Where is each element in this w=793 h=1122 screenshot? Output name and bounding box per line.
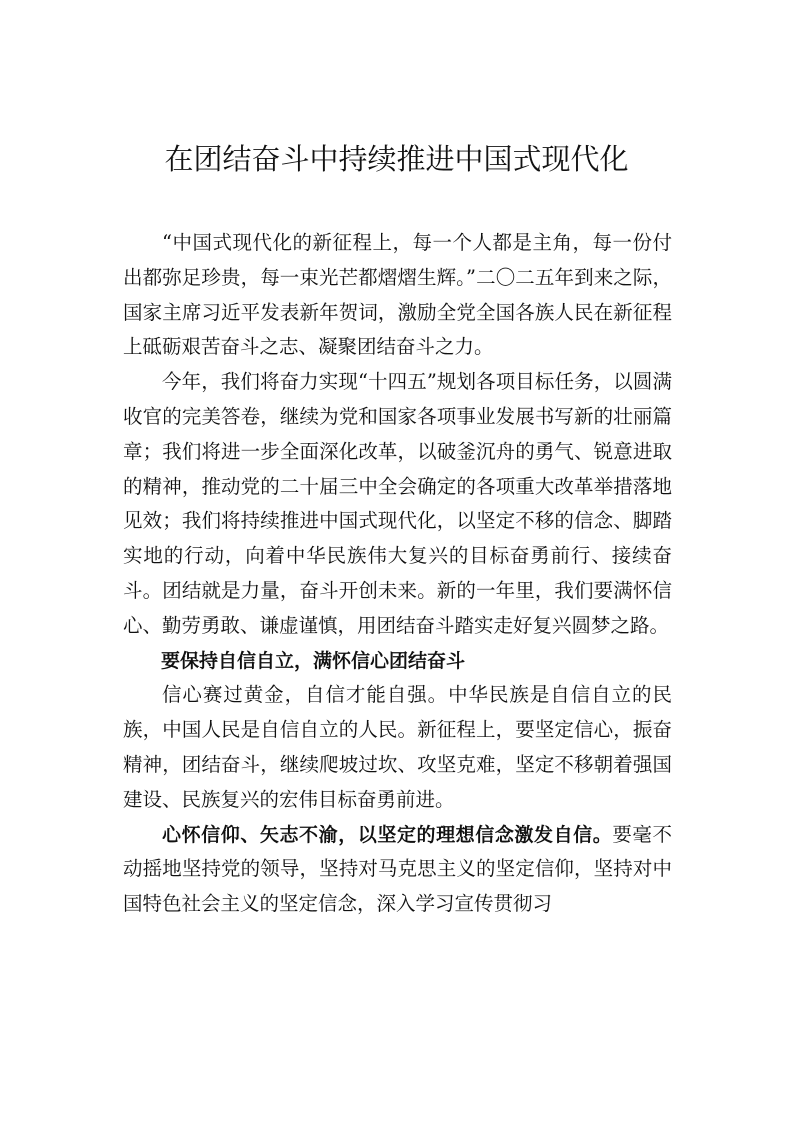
document-body — [123, 226, 672, 922]
paragraph-belief-text: 要毫不动摇地坚持党的领导，坚持对马克思主义的坚定信仰，坚持对中国特色社会主义的坚定信念，深入学习宣传贯彻习 — [123, 822, 672, 916]
paragraph-goals: 今年，我们将奋力实现“十四五”规划各项目标任务，以圆满收官的完美答卷，继续为党和国家各项事业发展书写新的壮丽篇章；我们将进一步全面深化改革，以破釜沉舟的勇气、锐意进取的精神，推动党的二十届三中全会确定的各项重大改革举措落地见效；我们将持续推进中国式现代化，以坚定不移的信念、脚踏实地的行动，向着中华民族伟大复兴的目标奋勇前行、接续奋斗。团结就是力量，奋斗开创未来。新的一年里，我们要满怀信心、勤劳勇敢、谦虚谨慎，用团结奋斗踏实走好复兴圆梦之路。 — [123, 370, 672, 637]
paragraph-belief — [123, 818, 672, 922]
paragraph-intro: “中国式现代化的新征程上，每一个人都是主角，每一份付出都弥足珍贵，每一束光芒都熠熠生辉。”二〇二五年到来之际，国家主席习近平发表新年贺词，激励全党全国各族人民在新征程上砥砺艰苦奋斗之志、凝聚团结奋斗之力。 — [123, 231, 672, 359]
paragraph-lead-sentence: 心怀信仰、矢志不渝，以坚定的理想信念激发自信。 — [162, 823, 613, 846]
document-title: 在团结奋斗中持续推进中国式现代化 — [164, 142, 629, 176]
paragraph-confidence: 信心赛过黄金，自信才能自强。中华民族是自信自立的民族，中国人民是自信自立的人民。新征程上，要坚定信心，振奋精神，团结奋斗，继续爬坡过坎、攻坚克难，坚定不移朝着强国建设、民族复兴的宏伟目标奋勇前进。 — [123, 683, 672, 811]
section-heading: 要保持自信自立，满怀信心团结奋斗 — [161, 649, 466, 672]
